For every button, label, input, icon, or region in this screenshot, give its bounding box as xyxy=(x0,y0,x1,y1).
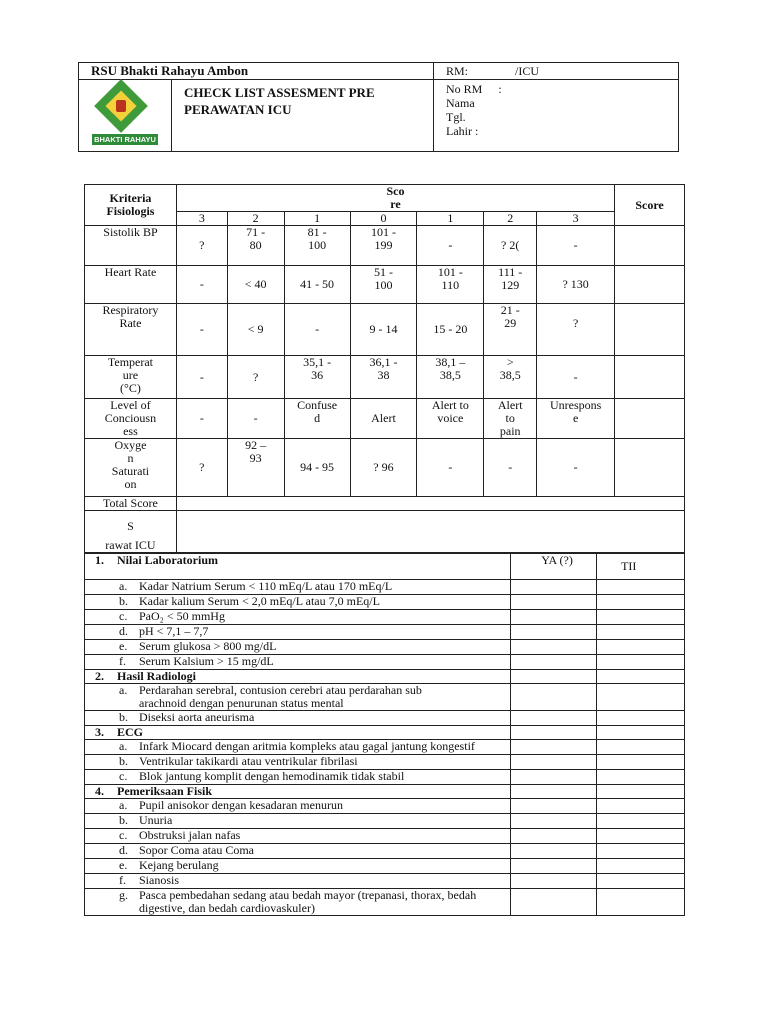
item-letter: f. xyxy=(119,873,126,887)
tidak-checkbox[interactable] xyxy=(597,684,685,711)
checklist-item xyxy=(85,755,511,770)
item-text: Unuria xyxy=(139,813,173,827)
section-number: 2. xyxy=(95,669,104,683)
no-rm-label: No RM xyxy=(446,82,483,96)
item-text: pH < 7,1 – 7,7 xyxy=(139,624,209,638)
criteria-name: Temperat ure (°C) xyxy=(85,356,177,399)
score-level-6: 3 xyxy=(537,212,615,226)
score-cell: 35,1 - 36 xyxy=(284,356,350,399)
ya-checkbox[interactable] xyxy=(511,844,597,859)
patient-info-cell xyxy=(434,80,679,152)
tidak-checkbox[interactable] xyxy=(597,726,685,740)
score-cell: 101 - 110 xyxy=(417,266,484,304)
checklist-item-row xyxy=(85,874,685,889)
score-cell: < 40 xyxy=(227,266,284,304)
ya-header: YA (?) xyxy=(511,554,597,580)
ya-checkbox[interactable] xyxy=(511,726,597,740)
score-row xyxy=(85,356,685,399)
item-letter: c. xyxy=(119,828,128,842)
score-row xyxy=(85,226,685,266)
item-letter: g. xyxy=(119,888,128,902)
score-cell: ? 96 xyxy=(350,439,417,497)
criteria-name: Level of Conciousn ess xyxy=(85,399,177,439)
item-text: Sianosis xyxy=(139,873,180,887)
score-cell: Confuse d xyxy=(284,399,350,439)
score-cell: 111 - 129 xyxy=(484,266,537,304)
row-score-input[interactable] xyxy=(615,304,685,356)
item-text: Blok jantung komplit dengan hemodinamik tidak stabil xyxy=(139,769,405,783)
tidak-checkbox[interactable] xyxy=(597,595,685,610)
score-cell: 21 - 29 xyxy=(484,304,537,356)
tidak-checkbox[interactable] xyxy=(597,755,685,770)
item-text: PaO₂ < 50 mmHg xyxy=(139,609,225,623)
criteria-name: Oxyge n Saturati on xyxy=(85,439,177,497)
checklist-item xyxy=(85,770,511,785)
score-cell: - xyxy=(537,226,615,266)
checklist-item-row xyxy=(85,814,685,829)
item-text: Pasca pembedahan sedang atau bedah mayor (trepanasi, thorax, bedah xyxy=(139,888,477,902)
score-cell: Unrespons e xyxy=(537,399,615,439)
score-cell: 71 - 80 xyxy=(227,226,284,266)
score-cell: - xyxy=(537,439,615,497)
score-cell: - xyxy=(537,356,615,399)
score-cell: - xyxy=(176,304,227,356)
section-title xyxy=(85,785,511,799)
checklist-item-row xyxy=(85,844,685,859)
item-text: Kadar Natrium Serum < 110 mEq/L atau 170 mEq/L xyxy=(139,579,393,593)
tidak-checkbox[interactable] xyxy=(597,625,685,640)
item-letter: b. xyxy=(119,754,128,768)
item-text: digestive, dan bedah cardiovaskuler) xyxy=(139,901,315,915)
tidak-checkbox[interactable] xyxy=(597,711,685,726)
item-text: Kejang berulang xyxy=(139,858,219,872)
score-level-1: 2 xyxy=(227,212,284,226)
score-cell: 92 – 93 xyxy=(227,439,284,497)
tidak-checkbox[interactable] xyxy=(597,670,685,684)
score-cell: 36,1 - 38 xyxy=(350,356,417,399)
section-number: 4. xyxy=(95,784,104,798)
item-letter: f. xyxy=(119,654,126,668)
section-title xyxy=(85,670,511,684)
item-letter: d. xyxy=(119,624,128,638)
item-text: Pupil anisokor dengan kesadaran menurun xyxy=(139,798,343,812)
rm-cell xyxy=(434,63,679,80)
checklist-item-row xyxy=(85,684,685,711)
checklist-item xyxy=(85,580,511,595)
checklist-item xyxy=(85,595,511,610)
row-score-input[interactable] xyxy=(615,439,685,497)
tgl-label: Tgl. xyxy=(446,110,466,124)
ya-checkbox[interactable] xyxy=(511,625,597,640)
score-cell: 15 - 20 xyxy=(417,304,484,356)
rawat-icu-label: S rawat ICU xyxy=(85,511,177,553)
logo-text: BHAKTI RAHAYU xyxy=(92,134,158,145)
hospital-logo xyxy=(86,83,164,149)
ya-checkbox[interactable] xyxy=(511,889,597,916)
score-cell: ? xyxy=(227,356,284,399)
score-cell: Alert to pain xyxy=(484,399,537,439)
score-cell: ? 2( xyxy=(484,226,537,266)
checklist-item xyxy=(85,814,511,829)
no-rm-colon: : xyxy=(498,82,502,96)
score-cell: 101 - 199 xyxy=(350,226,417,266)
item-text: Perdarahan serebral, contusion cerebri atau perdarahan sub xyxy=(139,683,422,697)
checklist-item xyxy=(85,799,511,814)
row-score-input[interactable] xyxy=(615,399,685,439)
tidak-checkbox[interactable] xyxy=(597,844,685,859)
section-title xyxy=(85,726,511,740)
tidak-checkbox[interactable] xyxy=(597,785,685,799)
ya-checkbox[interactable] xyxy=(511,684,597,711)
score-row xyxy=(85,439,685,497)
row-score-input[interactable] xyxy=(615,356,685,399)
ya-checkbox[interactable] xyxy=(511,785,597,799)
score-level-5: 2 xyxy=(484,212,537,226)
checklist-item-row xyxy=(85,625,685,640)
ya-checkbox[interactable] xyxy=(511,711,597,726)
item-letter: c. xyxy=(119,769,128,783)
total-score-value[interactable] xyxy=(176,497,684,511)
score-level-0: 3 xyxy=(176,212,227,226)
score-cell: ? 130 xyxy=(537,266,615,304)
ya-checkbox[interactable] xyxy=(511,740,597,755)
section-title-text: Hasil Radiologi xyxy=(117,669,197,683)
score-cell: 38,1 – 38,5 xyxy=(417,356,484,399)
tidak-checkbox[interactable] xyxy=(597,740,685,755)
score-row xyxy=(85,399,685,439)
item-letter: b. xyxy=(119,594,128,608)
tidak-checkbox[interactable] xyxy=(597,874,685,889)
item-letter: a. xyxy=(119,798,128,812)
item-text: arachnoid dengan penurunan status mental xyxy=(139,696,344,710)
checklist-item-row xyxy=(85,755,685,770)
total-score-label: Total Score xyxy=(85,497,177,511)
criteria-name: Heart Rate xyxy=(85,266,177,304)
score-level-3: 0 xyxy=(350,212,417,226)
section-title xyxy=(85,554,511,580)
checklist-item xyxy=(85,859,511,874)
ya-checkbox[interactable] xyxy=(511,610,597,625)
checklist-item-row xyxy=(85,655,685,670)
rm-label: RM: xyxy=(446,64,469,78)
ya-checkbox[interactable] xyxy=(511,859,597,874)
score-row xyxy=(85,304,685,356)
tidak-checkbox[interactable] xyxy=(597,640,685,655)
checklist-item-row xyxy=(85,610,685,625)
item-letter: a. xyxy=(119,739,128,753)
ya-checkbox[interactable] xyxy=(511,770,597,785)
checklist-item-row xyxy=(85,829,685,844)
checklist-item xyxy=(85,874,511,889)
item-letter: c. xyxy=(119,609,128,623)
item-letter: a. xyxy=(119,683,128,697)
item-letter: d. xyxy=(119,843,128,857)
score-cell: ? xyxy=(176,439,227,497)
score-cell: - xyxy=(176,399,227,439)
score-cell: Alert to voice xyxy=(417,399,484,439)
checklist-item xyxy=(85,610,511,625)
score-cell: 9 - 14 xyxy=(350,304,417,356)
tidak-checkbox[interactable] xyxy=(597,829,685,844)
score-cell: > 38,5 xyxy=(484,356,537,399)
checklist-item-row xyxy=(85,770,685,785)
checklist-item xyxy=(85,625,511,640)
checklist-section-row xyxy=(85,726,685,740)
lahir-label: Lahir : xyxy=(446,124,479,138)
score-cell: 81 - 100 xyxy=(284,226,350,266)
score-level-4: 1 xyxy=(417,212,484,226)
form-header xyxy=(78,62,679,152)
score-cell: - xyxy=(417,439,484,497)
ya-checkbox[interactable] xyxy=(511,814,597,829)
checklist-item-row xyxy=(85,799,685,814)
rawat-icu-value[interactable] xyxy=(176,511,684,553)
criteria-name: Sistolik BP xyxy=(85,226,177,266)
checklist-item xyxy=(85,711,511,726)
item-letter: b. xyxy=(119,813,128,827)
tidak-checkbox[interactable] xyxy=(597,814,685,829)
score-level-2: 1 xyxy=(284,212,350,226)
tidak-checkbox[interactable] xyxy=(597,770,685,785)
checklist-section-row xyxy=(85,670,685,684)
score-cell: 41 - 50 xyxy=(284,266,350,304)
row-score-input[interactable] xyxy=(615,226,685,266)
checklist-item-row xyxy=(85,859,685,874)
checklist-item xyxy=(85,640,511,655)
item-letter: e. xyxy=(119,858,128,872)
ya-checkbox[interactable] xyxy=(511,640,597,655)
checklist-item-row xyxy=(85,580,685,595)
score-cell: - xyxy=(417,226,484,266)
checklist-section-row xyxy=(85,554,685,580)
checklist-item xyxy=(85,684,511,711)
ya-checkbox[interactable] xyxy=(511,580,597,595)
section-title-text: Nilai Laboratorium xyxy=(117,553,218,567)
score-column-header: Score xyxy=(615,185,685,226)
tidak-checkbox[interactable] xyxy=(597,610,685,625)
score-cell: ? xyxy=(176,226,227,266)
tidak-checkbox[interactable] xyxy=(597,580,685,595)
ya-checkbox[interactable] xyxy=(511,670,597,684)
item-letter: e. xyxy=(119,639,128,653)
score-cell: - xyxy=(176,356,227,399)
item-text: Diseksi aorta aneurisma xyxy=(139,710,255,724)
section-title-text: ECG xyxy=(117,725,144,739)
form-title-cell xyxy=(172,80,434,152)
checklist-item-row xyxy=(85,889,685,916)
checklist-item xyxy=(85,889,511,916)
nama-label: Nama xyxy=(446,96,475,110)
ya-checkbox[interactable] xyxy=(511,655,597,670)
tidak-checkbox[interactable] xyxy=(597,655,685,670)
checklist-item xyxy=(85,655,511,670)
item-letter: a. xyxy=(119,579,128,593)
score-cell: 94 - 95 xyxy=(284,439,350,497)
item-text: Ventrikular takikardi atau ventrikular fibrilasi xyxy=(139,754,358,768)
checklist-item-row xyxy=(85,740,685,755)
item-text: Serum Kalsium > 15 mg/dL xyxy=(139,654,274,668)
checklist-item xyxy=(85,740,511,755)
section-number: 3. xyxy=(95,725,104,739)
score-cell: Alert xyxy=(350,399,417,439)
score-cell: - xyxy=(284,304,350,356)
form-title-line2: PERAWATAN ICU xyxy=(184,102,292,117)
hospital-name: RSU Bhakti Rahayu Ambon xyxy=(91,63,249,78)
score-cell: - xyxy=(176,266,227,304)
score-cell: - xyxy=(484,439,537,497)
item-text: Infark Miocard dengan aritmia kompleks atau gagal jantung kongestif xyxy=(139,739,475,753)
checklist-item-row xyxy=(85,595,685,610)
tidak-checkbox[interactable] xyxy=(597,859,685,874)
score-levels-header: Sco re xyxy=(176,185,614,212)
score-row xyxy=(85,266,685,304)
ya-checkbox[interactable] xyxy=(511,874,597,889)
section-number: 1. xyxy=(95,553,104,567)
row-score-input[interactable] xyxy=(615,266,685,304)
criteria-name: Respiratory Rate xyxy=(85,304,177,356)
item-text: Serum glukosa > 800 mg/dL xyxy=(139,639,277,653)
physiological-score-table xyxy=(84,184,685,553)
score-cell: - xyxy=(227,399,284,439)
checklist-item-row xyxy=(85,640,685,655)
ya-checkbox[interactable] xyxy=(511,829,597,844)
criteria-header: Kriteria Fisiologis xyxy=(85,185,177,226)
hospital-name-cell xyxy=(79,63,434,80)
item-text: Sopor Coma atau Coma xyxy=(139,843,254,857)
checklist-section-row xyxy=(85,785,685,799)
rm-suffix: /ICU xyxy=(515,64,540,78)
checklist-item xyxy=(85,844,511,859)
form-title-line1: CHECK LIST ASSESMENT PRE xyxy=(184,85,375,100)
checklist-item-row xyxy=(85,711,685,726)
score-cell: 51 - 100 xyxy=(350,266,417,304)
ya-checkbox[interactable] xyxy=(511,755,597,770)
tidak-checkbox[interactable] xyxy=(597,889,685,916)
item-text: Kadar kalium Serum < 2,0 mEq/L atau 7,0 mEq/L xyxy=(139,594,380,608)
section-title-text: Pemeriksaan Fisik xyxy=(117,784,212,798)
checklist-item xyxy=(85,829,511,844)
item-text: Obstruksi jalan nafas xyxy=(139,828,241,842)
tidak-checkbox[interactable] xyxy=(597,799,685,814)
score-cell: < 9 xyxy=(227,304,284,356)
ya-checkbox[interactable] xyxy=(511,799,597,814)
icu-checklist-table xyxy=(84,553,685,916)
ya-checkbox[interactable] xyxy=(511,595,597,610)
logo-cell xyxy=(79,80,172,152)
score-cell: ? xyxy=(537,304,615,356)
tidak-header: TII xyxy=(597,554,685,580)
item-letter: b. xyxy=(119,710,128,724)
